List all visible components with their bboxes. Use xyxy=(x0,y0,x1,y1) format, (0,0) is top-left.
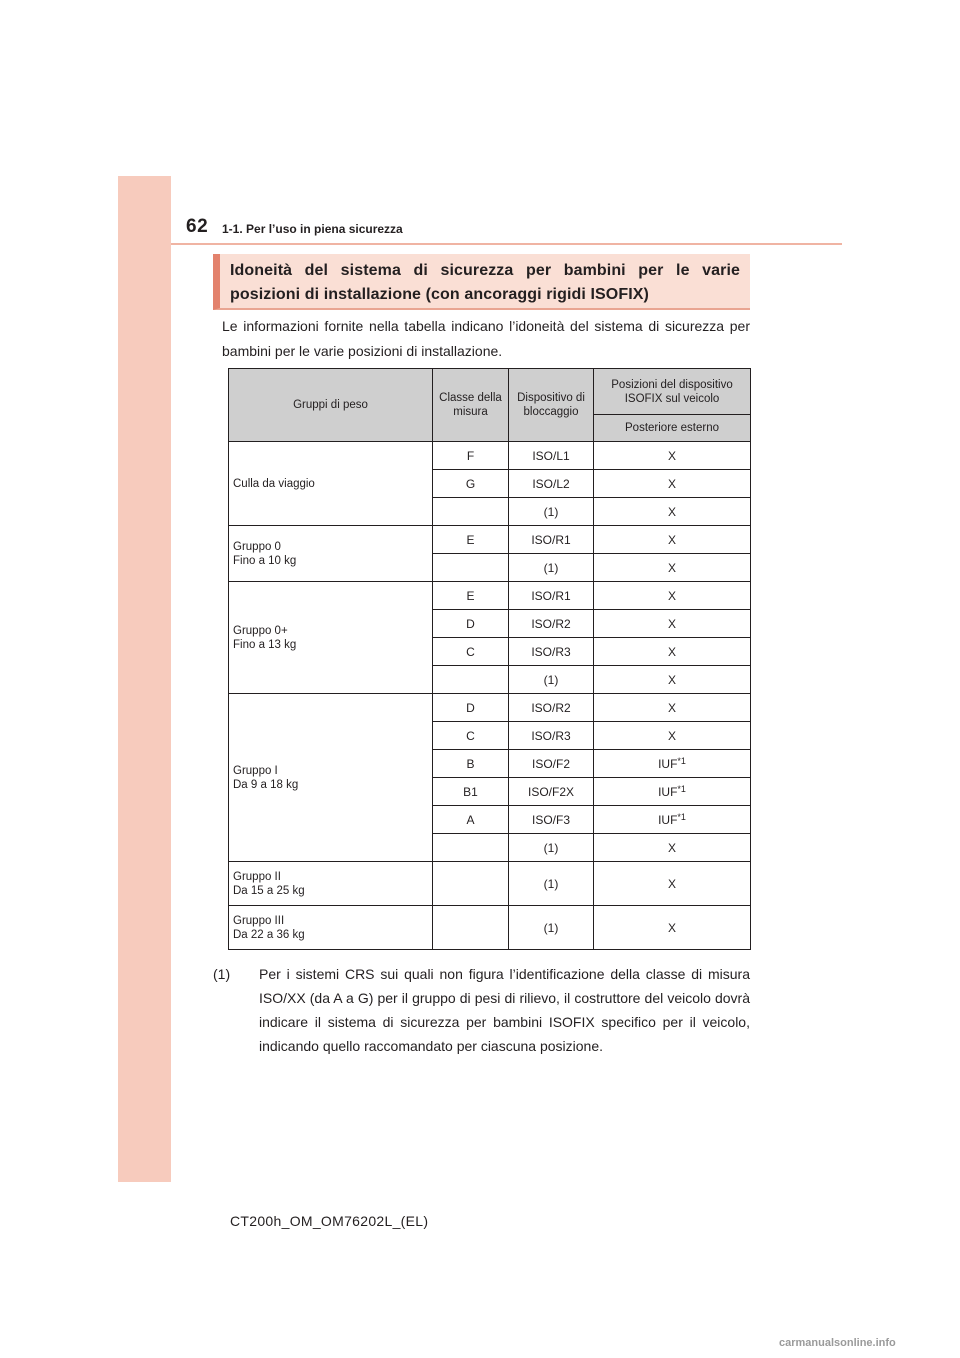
suitability-value: X xyxy=(667,728,676,743)
header-weight-group: Gruppi di peso xyxy=(229,369,433,442)
rear-outer-suitability-cell xyxy=(594,498,751,526)
footnote-mark: (1) xyxy=(213,966,231,982)
weight-group-label: Gruppo I Da 9 a 18 kg xyxy=(229,694,433,862)
rear-outer-suitability-cell xyxy=(594,778,751,806)
header-isofix-positions: Posizioni del dispositivo ISOFIX sul veicolo xyxy=(594,369,751,415)
weight-group-label: Gruppo 0+ Fino a 13 kg xyxy=(229,582,433,694)
locking-device-cell: ISO/R2 xyxy=(509,610,594,638)
section-heading-box xyxy=(213,254,750,310)
size-class-cell: F xyxy=(433,442,509,470)
table-row xyxy=(229,526,751,554)
table-row xyxy=(229,862,751,906)
locking-device-cell: (1) xyxy=(509,862,594,906)
locking-device-cell: (1) xyxy=(509,906,594,950)
weight-group-label: Gruppo II Da 15 a 25 kg xyxy=(229,862,433,906)
document-code: CT200h_OM_OM76202L_(EL) xyxy=(230,1213,429,1229)
suitability-value: X xyxy=(667,560,676,575)
suitability-value: X xyxy=(667,672,676,687)
footnote xyxy=(213,962,750,1058)
size-class-cell: B xyxy=(433,750,509,778)
rear-outer-suitability-cell xyxy=(594,750,751,778)
locking-device-cell: ISO/R2 xyxy=(509,694,594,722)
header-size-class: Classe della misura xyxy=(433,369,509,442)
suitability-value: X xyxy=(667,644,676,659)
section-heading: Idoneità del sistema di sicurezza per bambini per le varie posizioni di installazione (con ancoraggi rigidi ISOFIX) xyxy=(230,262,740,303)
suitability-value: IUF xyxy=(658,785,678,799)
rear-outer-suitability-cell xyxy=(594,470,751,498)
size-class-cell xyxy=(433,834,509,862)
table-row xyxy=(229,582,751,610)
intro-paragraph: Le informazioni fornite nella tabella indicano l’idoneità del sistema di sicurezza per bambini per le varie posizioni di installazione. xyxy=(222,318,750,359)
table-row xyxy=(229,906,751,950)
suitability-value: X xyxy=(667,476,676,491)
size-class-cell: B1 xyxy=(433,778,509,806)
rear-outer-suitability-cell xyxy=(594,694,751,722)
suitability-value: IUF xyxy=(658,757,678,771)
size-class-cell: G xyxy=(433,470,509,498)
size-class-cell: D xyxy=(433,610,509,638)
rear-outer-suitability-cell xyxy=(594,638,751,666)
size-class-cell: D xyxy=(433,694,509,722)
locking-device-cell: ISO/F2X xyxy=(509,778,594,806)
footnote-reference: *1 xyxy=(677,756,686,766)
size-class-cell: E xyxy=(433,582,509,610)
locking-device-cell: ISO/L1 xyxy=(509,442,594,470)
rear-outer-suitability-cell xyxy=(594,906,751,950)
weight-group-label: Culla da viaggio xyxy=(229,442,433,526)
rear-outer-suitability-cell xyxy=(594,582,751,610)
size-class-cell xyxy=(433,862,509,906)
isofix-suitability-table xyxy=(228,368,751,950)
size-class-cell xyxy=(433,666,509,694)
locking-device-cell: ISO/R3 xyxy=(509,638,594,666)
rear-outer-suitability-cell xyxy=(594,666,751,694)
suitability-value: X xyxy=(667,876,676,891)
locking-device-cell: (1) xyxy=(509,554,594,582)
page-number: 62 xyxy=(186,216,209,237)
footnote-reference: *1 xyxy=(677,784,686,794)
locking-device-cell: (1) xyxy=(509,834,594,862)
suitability-value: X xyxy=(667,700,676,715)
suitability-value: X xyxy=(667,840,676,855)
section-title: 1-1. Per l’uso in piena sicurezza xyxy=(222,222,403,236)
locking-device-cell: ISO/F2 xyxy=(509,750,594,778)
watermark-text: carmanualsonline.info xyxy=(779,1337,896,1349)
rear-outer-suitability-cell xyxy=(594,442,751,470)
size-class-cell: A xyxy=(433,806,509,834)
table-row xyxy=(229,694,751,722)
locking-device-cell: ISO/R1 xyxy=(509,526,594,554)
rear-outer-suitability-cell xyxy=(594,722,751,750)
suitability-value: X xyxy=(667,504,676,519)
locking-device-cell: ISO/L2 xyxy=(509,470,594,498)
footnote-reference: *1 xyxy=(677,812,686,822)
header-divider xyxy=(171,243,842,245)
rear-outer-suitability-cell xyxy=(594,610,751,638)
header-locking-device: Dispositivo di bloccaggio xyxy=(509,369,594,442)
suitability-value: X xyxy=(667,448,676,463)
weight-group-label: Gruppo III Da 22 a 36 kg xyxy=(229,906,433,950)
rear-outer-suitability-cell xyxy=(594,834,751,862)
suitability-value: IUF xyxy=(658,813,678,827)
size-class-cell xyxy=(433,906,509,950)
rear-outer-suitability-cell xyxy=(594,554,751,582)
size-class-cell xyxy=(433,554,509,582)
locking-device-cell: ISO/R1 xyxy=(509,582,594,610)
suitability-value: X xyxy=(667,616,676,631)
suitability-value: X xyxy=(667,588,676,603)
suitability-value: X xyxy=(667,920,676,935)
side-tab-band xyxy=(118,176,171,1182)
size-class-cell xyxy=(433,498,509,526)
size-class-cell: C xyxy=(433,638,509,666)
header-rear-outer: Posteriore esterno xyxy=(594,415,751,442)
footnote-text: Per i sistemi CRS sui quali non figura l’identificazione della classe di misura ISO/XX (da A a G) per il gruppo di pesi di rilievo, il costruttore del veicolo dovrà indicare il sistema di sicurezza per bambini ISOFIX specifico per il veicolo, indicando quello raccomandato per ciascuna posizione. xyxy=(259,966,750,1054)
locking-device-cell: (1) xyxy=(509,666,594,694)
size-class-cell: E xyxy=(433,526,509,554)
table-row xyxy=(229,442,751,470)
size-class-cell: C xyxy=(433,722,509,750)
locking-device-cell: (1) xyxy=(509,498,594,526)
locking-device-cell: ISO/R3 xyxy=(509,722,594,750)
rear-outer-suitability-cell xyxy=(594,526,751,554)
rear-outer-suitability-cell xyxy=(594,806,751,834)
weight-group-label: Gruppo 0 Fino a 10 kg xyxy=(229,526,433,582)
rear-outer-suitability-cell xyxy=(594,862,751,906)
suitability-value: X xyxy=(667,532,676,547)
locking-device-cell: ISO/F3 xyxy=(509,806,594,834)
